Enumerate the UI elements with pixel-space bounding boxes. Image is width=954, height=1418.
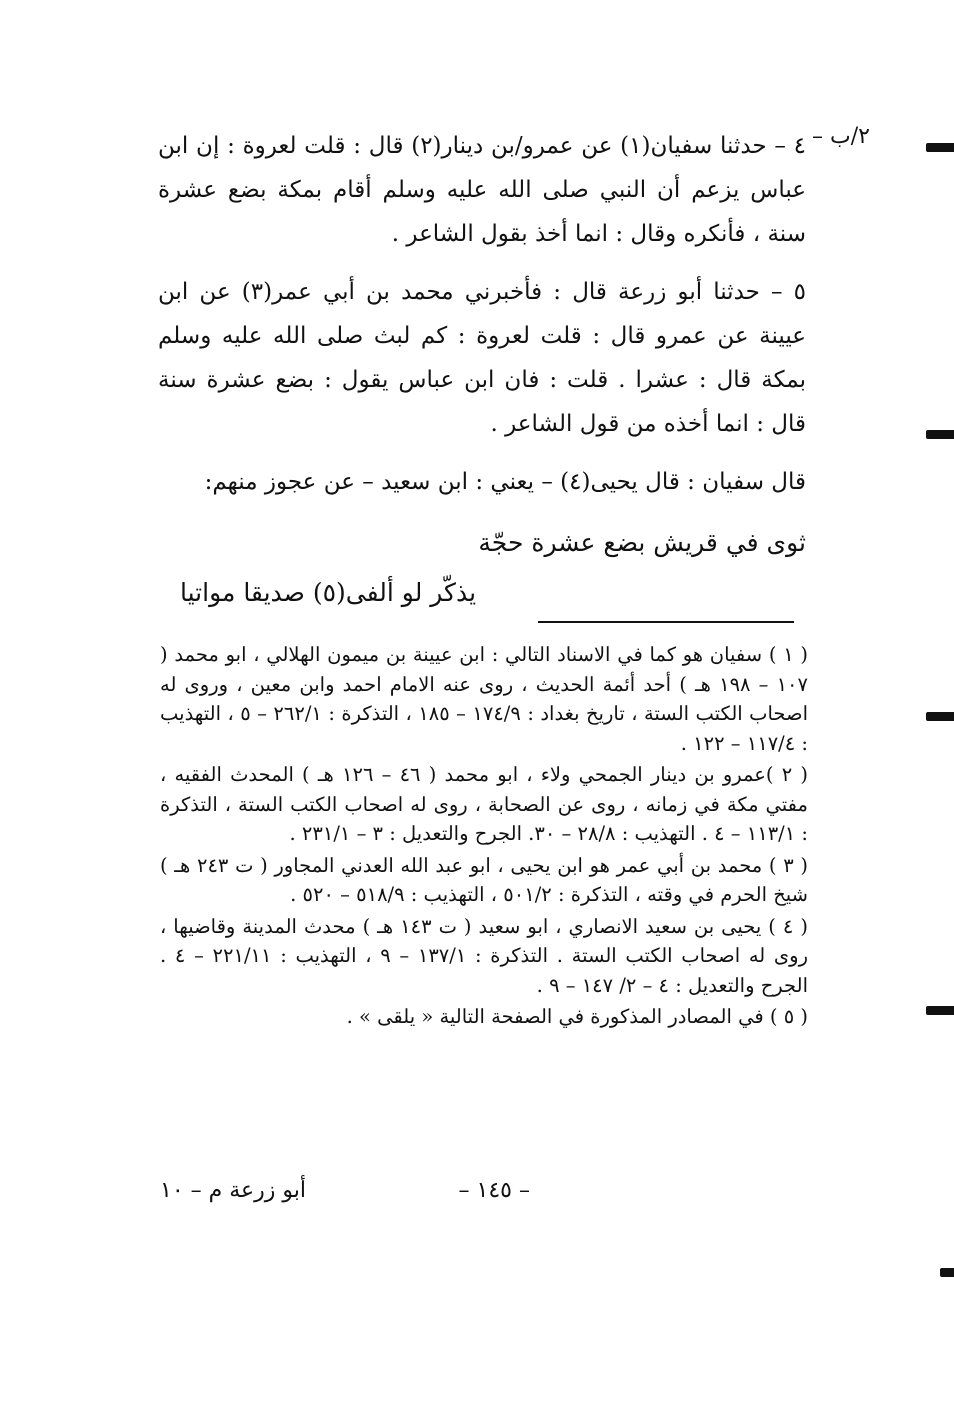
footnote-separator [538,621,794,623]
footnote-3: ( ٣ ) محمد بن أبي عمر هو ابن يحيى ، ابو عبد الله العدني المجاور ( ت ٢٤٣ هـ ) شيخ الحرم في وقته ، التذكرة : ٥٠١/٢ ، التهذيب : ٥١٨/٩ – ٥٢٠ . [160,853,808,906]
paragraph-hadith-5: ٥ – حدثنا أبو زرعة قال : فأخبرني محمد بن أبي عمر(٣) عن ابن عيينة عن عمرو قال : قلت لعروة : كم لبث صلى الله عليه وسلم بمكة قال : عشرا . قلت : فان ابن عباس يقول : بضع عشرة سنة قال : انما أخذه من قول الشاعر . [158,279,806,437]
thumb-index-tab [926,1006,954,1015]
paragraph-hadith-4: ٤ – حدثنا سفيان(١) عن عمرو/بن دينار(٢) قال : قلت لعروة : إن ابن عباس يزعم أن النبي صلى الله عليه وسلم أقام بمكة بضع عشرة سنة ، فأنكره وقال : انما أخذ بقول الشاعر . [158,133,807,247]
paragraph-sufyan: قال سفيان : قال يحيى(٤) – يعني : ابن سعيد – عن عجوز منهم: [204,469,806,495]
footnotes [160,640,808,1034]
margin-folio-ref: ٢/ب – [812,124,870,149]
page-number: – ١٤٥ – [458,1178,530,1203]
footnote-1: ( ١ ) سفيان هو كما في الاسناد التالي : ابن عيينة بن ميمون الهلالي ، ابو محمد ( ١٠٧ – ١٩٨ هـ ) أحد أئمة الحديث ، روى عنه الامام احمد وابن معين ، وروى له اصحاب الكتب الستة ، تاريخ بغداد : ١٧٤/٩ – ١٨٥ ، التذكرة : ٢٦٢/١ – ٥ ، التهذيب : ١١٧/٤ – ١٢٢ . [160,643,808,755]
signature-mark: أبو زرعة م – ١٠ [160,1178,307,1203]
thumb-index-tab [926,712,954,721]
footnote-2: ( ٢ )عمرو بن دينار الجمحي ولاء ، ابو محمد ( ٤٦ – ١٢٦ هـ ) المحدث الفقيه ، مفتي مكة في زمانه ، روى عن الصحابة ، روى له اصحاب الكتب الستة ، التذكرة : ١١٣/١ – ٤ . التهذيب : ٢٨/٨ – ٣٠. الجرح والتعديل : ٣ – ٢٣١/١ . [160,763,809,845]
thumb-index-tab [940,1268,954,1277]
poem-verse-second: يذكّر لو ألفى(٥) صديقا مواتيا [180,578,477,607]
thumb-index-tab [926,430,954,439]
footnote-4: ( ٤ ) يحيى بن سعيد الانصاري ، ابو سعيد ( ت ١٤٣ هـ ) محدث المدينة وقاضيها ، روى له اصحاب الكتب الستة . التذكرة : ١٣٧/١ – ٩ ، التهذيب : ٢٢١/١١ – ٤ . الجرح والتعديل : ٤ – ٢/ ١٤٧ – ٩ . [160,914,809,997]
main-text [158,124,806,504]
poem-verse-first: ثوى في قريش بضع عشرة حجّة [478,528,806,557]
page-footer [160,1178,530,1212]
thumb-index-tab [926,143,954,152]
footnote-5: ( ٥ ) في المصادر المذكورة في الصفحة التالية « يلقى » . [346,1005,808,1028]
poem [170,518,806,618]
